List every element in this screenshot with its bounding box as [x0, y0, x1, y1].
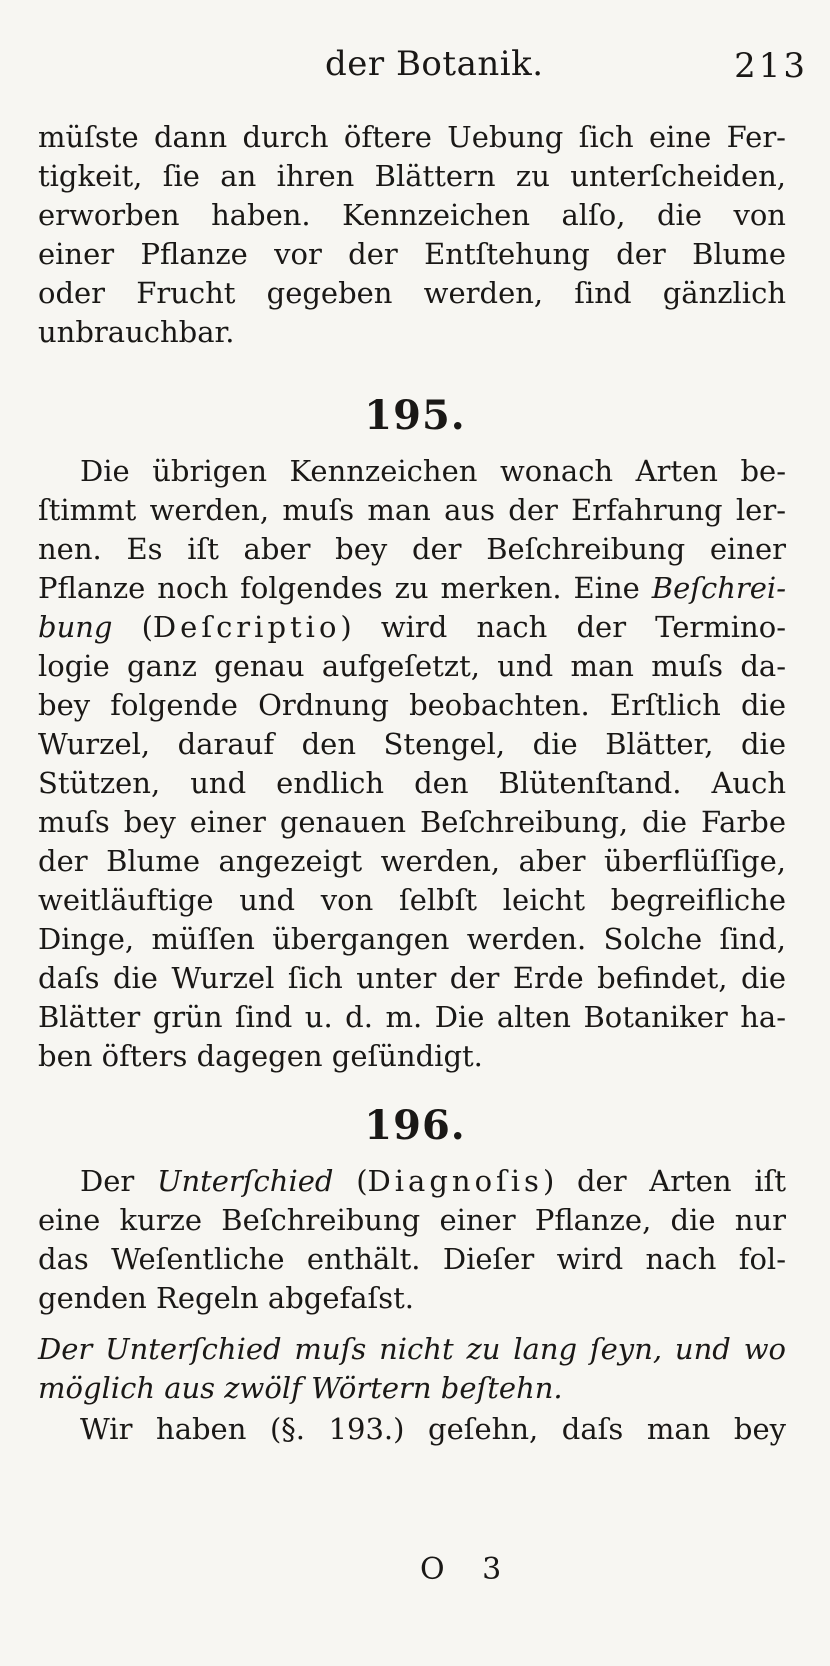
text-line: der Blume angezeigt werden, aber überflüſſige, [38, 844, 786, 878]
text-line: eine kurze Beſchreibung einer Pflanze, die nur [38, 1203, 786, 1237]
text-line: Stützen, und endlich den Blütenſtand. Auch [38, 766, 786, 800]
text-run: ) der Arten iſt [542, 1164, 786, 1198]
text-line: Wir haben (§. 193.) geſehn, daſs man bey [80, 1412, 786, 1446]
text-line: bey folgende Ordnung beobachten. Erſtlich die [38, 688, 786, 722]
text-run: ) wird nach der Termino- [340, 610, 786, 644]
page-number: 213 [734, 46, 808, 86]
section-number-196: 196. [364, 1102, 466, 1149]
text-run: ( [112, 610, 153, 644]
text-line: Der Unterſchied muſs nicht zu lang ſeyn, und wo [38, 1332, 786, 1366]
text-line: logie ganz genau aufgeſetzt, und man muſs da- [38, 649, 786, 683]
text-line: einer Pflanze vor der Entſtehung der Blume [38, 237, 786, 271]
text-line: muſs bey einer genauen Beſchreibung, die Farbe [38, 805, 786, 839]
text-run: ( [333, 1164, 368, 1198]
text-line: Dinge, müſſen übergangen werden. Solche ſind, [38, 922, 786, 956]
text-line: das Weſentliche enthält. Dieſer wird nach fol- [38, 1242, 786, 1276]
rule-statement [38, 1330, 786, 1408]
text-line: müſste dann durch öftere Uebung ſich eine Fer- [38, 120, 786, 154]
text-run: Pflanze noch folgendes zu merken. Eine [38, 571, 652, 605]
text-line [38, 608, 786, 647]
text-line: tigkeit, ſie an ihren Blättern zu unterſcheiden, [38, 159, 786, 193]
text-line: unbrauchbar. [38, 315, 235, 349]
italic-term: bung [38, 610, 113, 644]
latin-term: Diagnoſis [367, 1164, 543, 1198]
text-line [38, 569, 786, 608]
text-line: weitläuftige und von ſelbſt leicht begreifliche [38, 883, 786, 917]
section-number-195: 195. [364, 392, 466, 439]
page-header [0, 44, 830, 94]
text-line: ben öfters dagegen geſündigt. [38, 1039, 483, 1073]
paragraph-continues [38, 1410, 786, 1449]
latin-term: Deſcriptio [152, 610, 341, 644]
text-line: daſs die Wurzel ſich unter der Erde befindet, die [38, 961, 786, 995]
text-line [38, 1162, 786, 1201]
running-title: der Botanik. [325, 44, 544, 84]
text-line: erworben haben. Kennzeichen alſo, die von [38, 198, 786, 232]
paragraph-section-195 [38, 452, 786, 1076]
text-line: möglich aus zwölf Wörtern beſtehn. [38, 1371, 563, 1405]
italic-term: Unterſchied [157, 1164, 334, 1198]
italic-term: Beſchrei- [651, 571, 786, 605]
paragraph-section-196 [38, 1162, 786, 1318]
text-line: Blätter grün ſind u. d. m. Die alten Botaniker ha- [38, 1000, 786, 1034]
text-line: nen. Es iſt aber bey der Beſchreibung einer [38, 532, 786, 566]
paragraph-continuation [38, 118, 786, 352]
text-line: ſtimmt werden, muſs man aus der Erfahrung ler- [38, 493, 786, 527]
text-run: Der [80, 1164, 158, 1198]
text-line: genden Regeln abgefaſst. [38, 1281, 415, 1315]
text-line: oder Frucht gegeben werden, ſind gänzlich [38, 276, 786, 310]
signature-mark: O 3 [420, 1552, 516, 1587]
text-line: Die übrigen Kennzeichen wonach Arten be- [80, 454, 786, 488]
text-line: Wurzel, darauf den Stengel, die Blätter, die [38, 727, 786, 761]
